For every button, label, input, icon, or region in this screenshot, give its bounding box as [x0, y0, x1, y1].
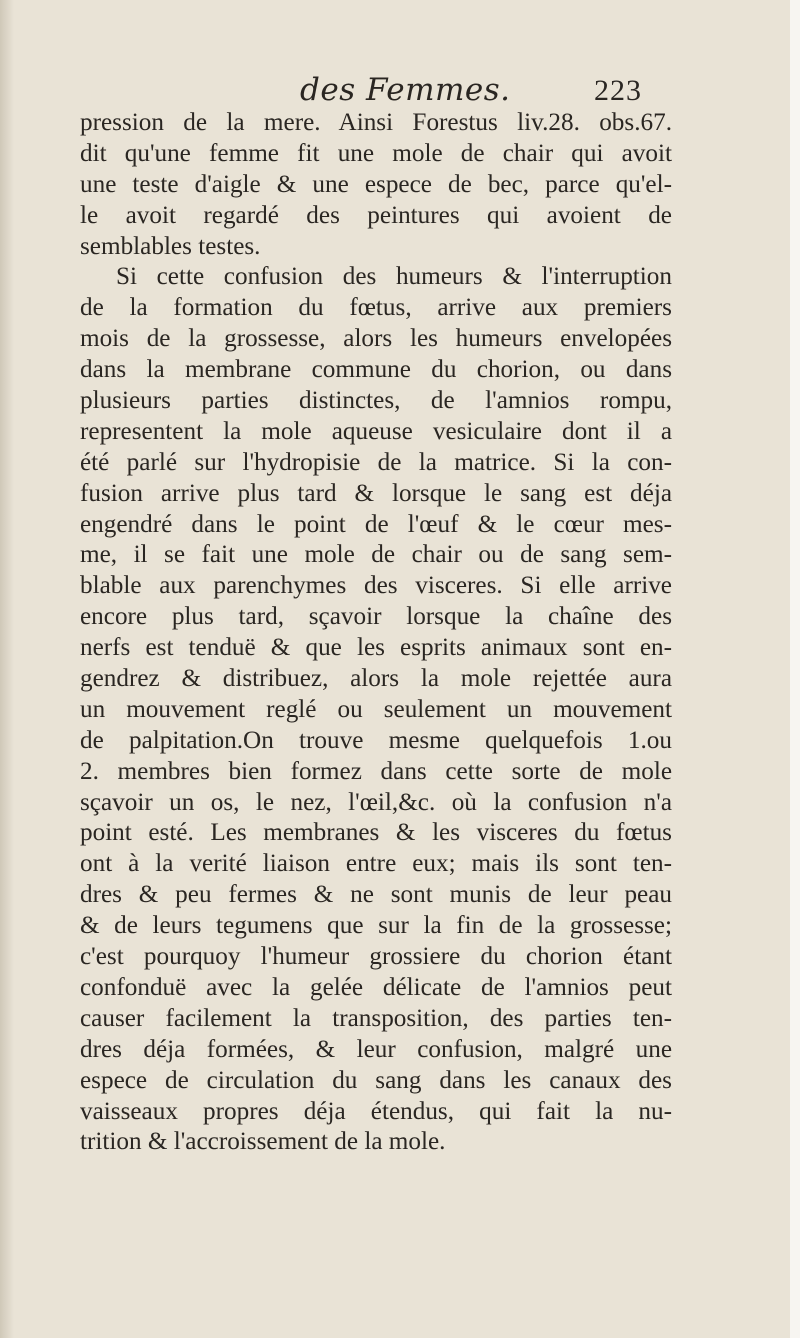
text-line: de la formation du fœtus, arrive aux premiers	[80, 294, 672, 322]
page-number: 223	[594, 74, 642, 107]
body-text	[80, 108, 672, 1158]
text-line: dans la membrane commune du chorion, ou dans	[80, 356, 672, 384]
text-line: ont à la verité liaison entre eux; mais ils sont ten-	[80, 850, 672, 878]
text-line: plusieurs parties distinctes, de l'amnios rompu,	[80, 387, 672, 415]
running-head: des Femmes.	[300, 72, 511, 108]
page-gutter-shadow	[0, 0, 14, 1338]
text-line: confonduë avec la gelée délicate de l'amnios peut	[80, 973, 672, 1001]
text-line: Si cette confusion des humeurs & l'interruption	[116, 263, 672, 291]
text-line: representent la mole aqueuse vesiculaire dont il a	[80, 417, 672, 445]
text-line: mois de la grossesse, alors les humeurs envelopées	[80, 325, 672, 353]
text-line: espece de circulation du sang dans les canaux des	[80, 1066, 672, 1094]
text-line: blable aux parenchymes des visceres. Si elle arrive	[80, 572, 672, 600]
text-line: c'est pourquoy l'humeur grossiere du chorion étant	[80, 943, 672, 971]
text-line: gendrez & distribuez, alors la mole rejettée aura	[80, 665, 672, 693]
text-line: été parlé sur l'hydropisie de la matrice. Si la con-	[80, 448, 672, 476]
text-line: 2. membres bien formez dans cette sorte de mole	[80, 757, 672, 785]
text-line: le avoit regardé des peintures qui avoient de	[80, 201, 672, 229]
text-line: trition & l'accroissement de la mole.	[80, 1128, 446, 1156]
text-line: dres & peu fermes & ne sont munis de leur peau	[80, 881, 672, 909]
text-line: nerfs est tenduë & que les esprits animaux sont en-	[80, 634, 672, 662]
text-line: dit qu'une femme fit une mole de chair qui avoit	[80, 139, 672, 167]
text-line: engendré dans le point de l'œuf & le cœur mes-	[80, 510, 672, 538]
text-line: une teste d'aigle & une espece de bec, parce qu'el-	[80, 170, 672, 198]
text-line: sçavoir un os, le nez, l'œil,&c. où la confusion n'a	[80, 788, 672, 816]
text-line: dres déja formées, & leur confusion, malgré une	[80, 1035, 672, 1063]
text-line: un mouvement reglé ou seulement un mouvement	[80, 695, 672, 723]
text-line: semblables testes.	[80, 232, 261, 260]
text-line: point esté. Les membranes & les visceres du fœtus	[80, 819, 672, 847]
page-edge	[790, 0, 800, 1338]
text-line: causer facilement la transposition, des parties ten-	[80, 1004, 672, 1032]
text-line: pression de la mere. Ainsi Forestus liv.28. obs.67.	[80, 109, 672, 136]
text-line: me, il se fait une mole de chair ou de sang sem-	[80, 541, 672, 569]
text-line: vaisseaux propres déja étendus, qui fait la nu-	[80, 1097, 672, 1125]
text-line: de palpitation.On trouve mesme quelquefois 1.ou	[80, 726, 672, 754]
text-line: encore plus tard, sçavoir lorsque la chaîne des	[80, 603, 672, 631]
text-line: & de leurs tegumens que sur la fin de la grossesse;	[80, 912, 672, 940]
text-line: fusion arrive plus tard & lorsque le sang est déja	[80, 479, 672, 507]
